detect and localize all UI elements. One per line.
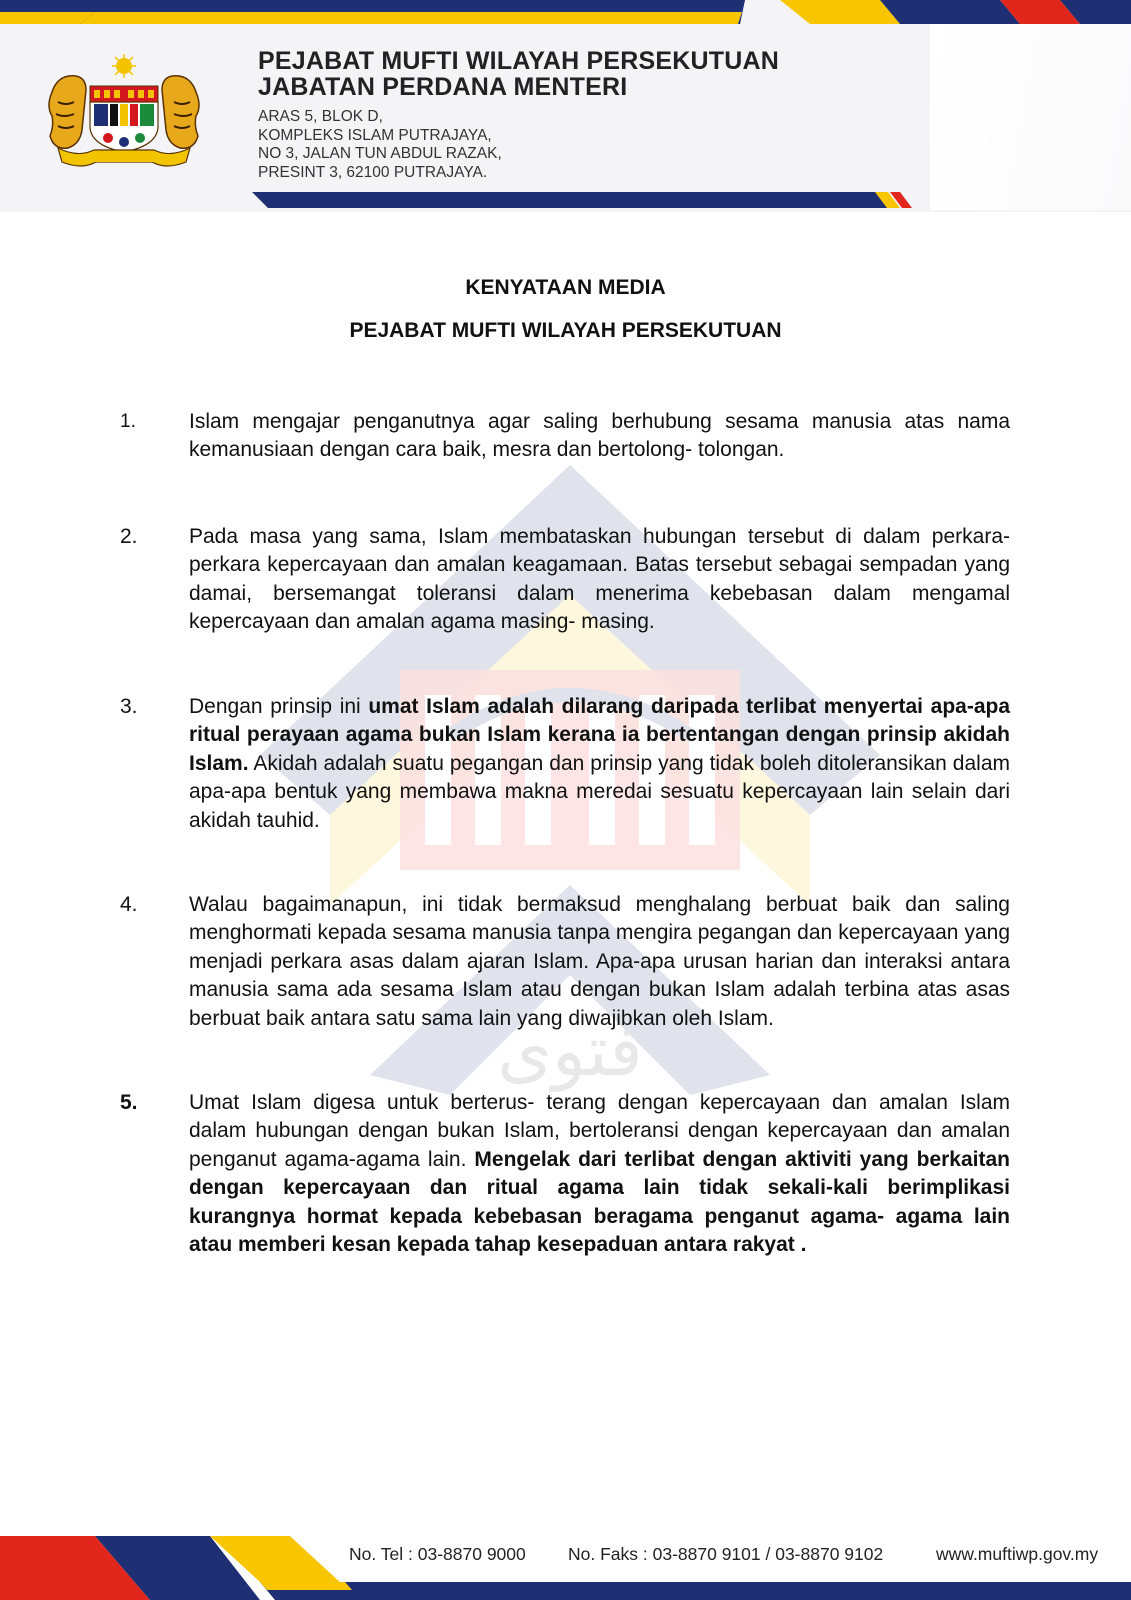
- paragraph-text: Pada masa yang sama, Islam membataskan hubungan tersebut di dalam perkara-perkara kepercayaan dan amalan keagamaan. Batas tersebut sebagai sempadan yang damai, bersemangat toleransi dalam menerima kebebasan dalam mengamal kepercayaan dan amalan agama masing- masing.: [189, 525, 1010, 634]
- paragraph-text-regular: Akidah adalah suatu pegangan dan prinsip yang tidak boleh ditoleransikan dalam apa-apa bentuk yang membawa makna meredai sesuatu kepercayaan lain selain dari akidah tauhid.: [189, 751, 1010, 832]
- svg-text:ﻓﺘﻮﻯ: ﻓﺘﻮﻯ: [497, 1010, 643, 1092]
- numbered-paragraph: [118, 891, 1010, 1033]
- numbered-paragraph: [118, 408, 1010, 465]
- title-media-statement: KENYATAAN MEDIA: [465, 276, 666, 299]
- numbered-paragraph: [118, 693, 1010, 835]
- paragraph-text-regular: Dengan prinsip ini: [189, 695, 369, 718]
- org-name-line1: PEJABAT MUFTI WILAYAH PERSEKUTUAN: [258, 47, 779, 75]
- paragraph-number: 4.: [120, 893, 138, 916]
- paragraph-text-bold: Mengelak dari terlibat dengan aktiviti yang berkaitan dengan kepercayaan dan ritual agama lain tidak sekali-kali berimplikasi kurangnya hormat kepada kebebasan beragama penganut agama- agama lain atau memberi kesan kepada tahap kesepaduan antara rakyat .: [189, 1147, 1010, 1257]
- malaysia-coat-of-arms-icon: [44, 52, 204, 172]
- header-underline-stripe: [0, 190, 1131, 212]
- paragraph-text: Islam mengajar penganutnya agar saling berhubung sesama manusia atas nama kemanusiaan dengan cara baik, mesra dan bertolong- tolongan.: [189, 410, 1010, 462]
- paragraph-text-bold: umat Islam adalah dilarang daripada terlibat menyertai apa-apa ritual perayaan agama bukan Islam kerana ia bertentangan dengan prinsip akidah Islam.: [189, 695, 1011, 775]
- numbered-paragraph: [118, 1089, 1010, 1259]
- address-block: [258, 108, 502, 182]
- paragraph-number: 3.: [120, 695, 138, 718]
- footer-fax: No. Faks : 03-8870 9101 / 03-8870 9102: [568, 1544, 884, 1564]
- paragraph-number: 1.: [120, 411, 136, 432]
- paragraph-text: Walau bagaimanapun, ini tidak bermaksud menghalang berbuat baik dan saling menghormati kepada sesama manusia tanpa mengira pegangan dan kepercayaan yang menjadi perkara asas dalam ajaran Islam. Apa-apa urusan harian dan interaksi antara manusia sama ada sesama Islam atau dengan bukan Islam adalah terbina atas asas berbuat baik antara satu sama lain yang diwajibkan oleh Islam.: [189, 893, 1010, 1030]
- address-line: PRESINT 3, 62100 PUTRAJAYA.: [258, 163, 488, 181]
- numbered-paragraph: [118, 523, 1010, 637]
- footer-website-link[interactable]: www.muftiwp.gov.my: [936, 1544, 1099, 1564]
- paragraph-text: [189, 1089, 1010, 1259]
- paragraph-number: 5.: [120, 1091, 138, 1114]
- paragraph-text-regular: Umat Islam digesa untuk berterus- terang dengan kepercayaan dan amalan Islam dalam hubungan dengan bukan Islam, bertoleransi dengan kepercayaan dan amalan penganut agama-agama lain.: [189, 1091, 1010, 1171]
- org-name-line2: JABATAN PERDANA MENTERI: [258, 73, 628, 101]
- organization-name: [258, 48, 779, 100]
- top-stripe: [0, 0, 1131, 24]
- title-office-name: PEJABAT MUFTI WILAYAH PERSEKUTUAN: [349, 319, 782, 342]
- paragraph-number: 2.: [120, 525, 138, 548]
- address-line: KOMPLEKS ISLAM PUTRAJAYA,: [258, 126, 492, 144]
- footer-telephone: No. Tel : 03-8870 9000: [349, 1544, 526, 1564]
- address-line: NO 3, JALAN TUN ABDUL RAZAK,: [258, 145, 502, 162]
- paragraph-text: [189, 693, 1010, 835]
- letterhead-right-panel: [930, 20, 1131, 210]
- address-line: ARAS 5, BLOK D,: [258, 108, 383, 125]
